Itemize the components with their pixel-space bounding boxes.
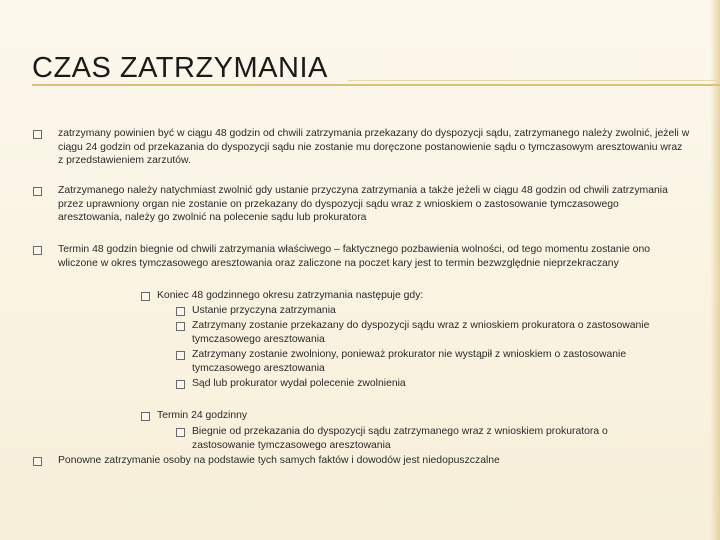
sub-item-1-1: Ustanie przyczyna zatrzymania (192, 305, 336, 316)
sub-bullet-text-1: Koniec 48 godzinnego okresu zatrzymania następuje gdy: (157, 290, 424, 301)
bullet-icon (176, 380, 185, 389)
bullet-text-4: Ponowne zatrzymanie osoby na podstawie tych samych faktów i dowodów jest niedopuszczalne (58, 455, 500, 466)
bullet-text-1: zatrzymany powinien być w ciągu 48 godzin od chwili zatrzymania przekazany do dyspozycji sądu, zatrzymanego należy zwolnić, jeżeli w ciągu 24 godzin od przekazania do dyspozycji sądu nie zostanie mu doręczone postanowienie sądu o tymczasowym aresztowaniu wraz z przedstawieniem zarzutów. (58, 128, 690, 167)
sub-item-1-4: Sąd lub prokurator wydał polecenie zwolnienia (192, 378, 406, 389)
title-underline (32, 84, 720, 86)
bullet-text-2: Zatrzymanego należy natychmiast zwolnić gdy ustanie przyczyna zatrzymania a także jeżeli w ciągu 48 godzin od chwili zatrzymania przez uprawniony organ nie zostanie on przekazany do dyspozycji sądu wraz z wnioskiem o zastosowanie tymczasowego aresztowania, należy go zwolnić na polecenie sądu lub prokuratora (58, 185, 668, 224)
sub-item-1-3: Zatrzymany zostanie zwolniony, ponieważ prokurator nie wystąpił z wnioskiem o zastosowanie tymczasowego aresztowania (192, 349, 627, 374)
slide-title: CZAS ZATRZYMANIA (32, 52, 328, 84)
sub-item-2-1: Biegnie od przekazania do dyspozycji sądu zatrzymanego wraz z wnioskiem prokuratora o zastosowanie tymczasowego aresztowania (192, 426, 608, 451)
bullet-icon (176, 307, 185, 316)
title-underline-thin (348, 80, 720, 81)
bullet-icon (33, 246, 42, 255)
bullet-icon (33, 130, 42, 139)
bullet-text-3: Termin 48 godzin biegnie od chwili zatrzymania właściwego – faktycznego pozbawienia wolności, od tego momentu zostanie ono wliczone w okres tymczasowego aresztowania oraz zaliczone na poczet kary jest to termin bezwzględnie nieprzekraczany (58, 244, 651, 269)
bullet-icon (33, 457, 42, 466)
bullet-icon (33, 187, 42, 196)
bullet-icon (176, 322, 185, 331)
bullet-icon (141, 412, 150, 421)
bullet-icon (176, 351, 185, 360)
sub-bullet-text-2: Termin 24 godzinny (157, 410, 248, 421)
sub-item-1-2: Zatrzymany zostanie przekazany do dyspozycji sądu wraz z wnioskiem prokuratora o zastosowanie tymczasowego aresztowania (192, 320, 650, 345)
bullet-icon (141, 292, 150, 301)
slide-edge-decoration (710, 0, 720, 540)
bullet-icon (176, 428, 185, 437)
